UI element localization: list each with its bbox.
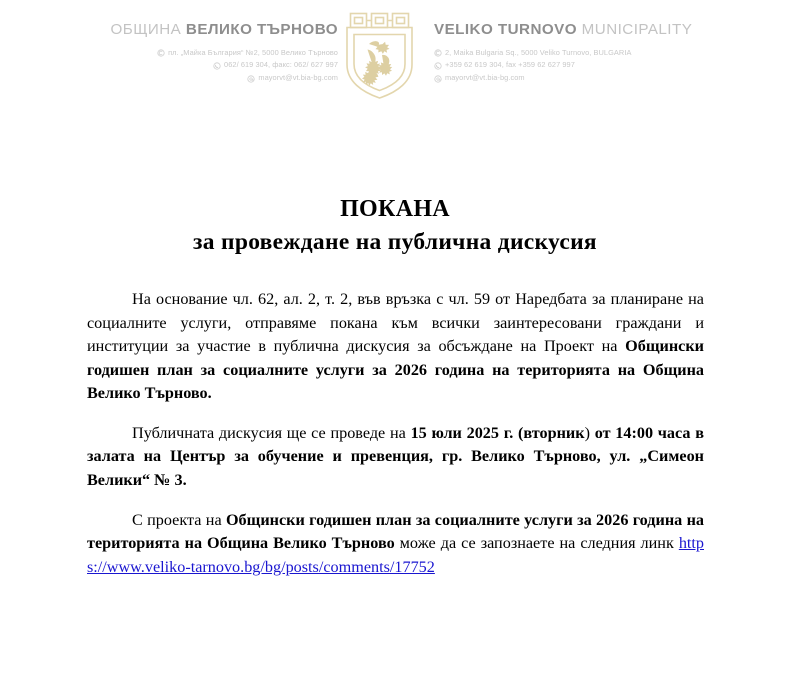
contact-list-en: [434, 47, 702, 85]
document-title-line2: за провеждане на публична дискусия: [193, 229, 597, 256]
contact-email-bg: mayorvt@vt.bia-bg.com: [258, 73, 338, 83]
paragraph-project-link: [87, 509, 704, 580]
contact-list-bg: [88, 47, 338, 85]
paragraph-3-mid: може да се запознаете на следния линк: [394, 534, 679, 553]
paragraph-event-details: [87, 422, 704, 493]
municipality-name-bg: [88, 22, 338, 39]
municipality-city-bg: ВЕЛИКО ТЪРНОВО: [185, 21, 338, 38]
contact-phone-row-bg: [88, 59, 338, 72]
municipality-word-bg: ОБЩИНА: [110, 21, 182, 38]
letterhead-english-block: [434, 10, 702, 85]
coat-of-arms-shield-lion-icon: [342, 8, 418, 102]
document-title-line1: ПОКАНА: [340, 196, 450, 222]
letterhead: [0, 0, 790, 108]
contact-email-en: mayorvt@vt.bia-bg.com: [445, 73, 525, 83]
letterhead-bulgarian-block: [88, 10, 338, 85]
paragraph-1-plan-name: Общински годишен план за социалните услуги за 2026 година на територията на Община Велико Търново.: [87, 337, 704, 403]
contact-phone-row-en: [434, 59, 702, 72]
paragraph-legal-basis: [87, 288, 704, 406]
contact-phone-bg: 062/ 619 304, факс: 062/ 627 997: [224, 60, 338, 70]
paragraph-1-lead: На основание чл. 62, ал. 2, т. 2, във връзка с чл. 59 от Наредбата за планиране на социалните услуги, отправяме покана към всички заинтересовани граждани и институции за участие в публична дискусия за обсъждане на Проект на: [87, 290, 704, 356]
paragraph-3-lead: С проекта на: [132, 510, 226, 529]
document-title: [0, 193, 790, 259]
paragraph-3-plan-name: Общински годишен план за социалните услуги за 2026 година на територията на Община Велико Търново: [87, 510, 704, 553]
municipality-word-en: MUNICIPALITY: [581, 21, 693, 38]
contact-email-row-en: [434, 72, 702, 85]
phone-icon: [213, 62, 221, 70]
contact-address-row-en: [434, 47, 702, 60]
phone-icon: [434, 62, 442, 70]
municipality-name-en: [434, 22, 702, 39]
contact-email-row-bg: [88, 72, 338, 85]
contact-address-en: 2, Maika Bulgaria Sq., 5000 Veliko Turnovo, BULGARIA: [445, 47, 632, 57]
paragraph-2-date: 15 юли 2025 г. (вторник: [410, 423, 585, 442]
project-url-link[interactable]: https://www.veliko-tarnovo.bg/bg/posts/comments/17752: [87, 534, 704, 576]
paragraph-2-paren-close: ): [584, 423, 590, 442]
paragraph-2-time-venue: от 14:00 часа в залата на Център за обучение и превенция, гр. Велико Търново, ул. „Симеон Велики“ № 3.: [87, 423, 704, 489]
contact-address-bg: пл. „Майка България“ №2, 5000 Велико Търново: [168, 47, 338, 57]
map-pin-icon: [157, 49, 165, 57]
email-at-icon: [434, 75, 442, 83]
municipality-city-en: VELIKO TURNOVO: [434, 21, 577, 38]
contact-address-row-bg: [88, 47, 338, 60]
document-body: [87, 288, 704, 579]
contact-phone-en: +359 62 619 304, fax +359 62 627 997: [445, 60, 575, 70]
map-pin-icon: [434, 49, 442, 57]
paragraph-2-lead: Публичната дискусия ще се проведе на: [132, 423, 411, 442]
email-at-icon: [247, 75, 255, 83]
